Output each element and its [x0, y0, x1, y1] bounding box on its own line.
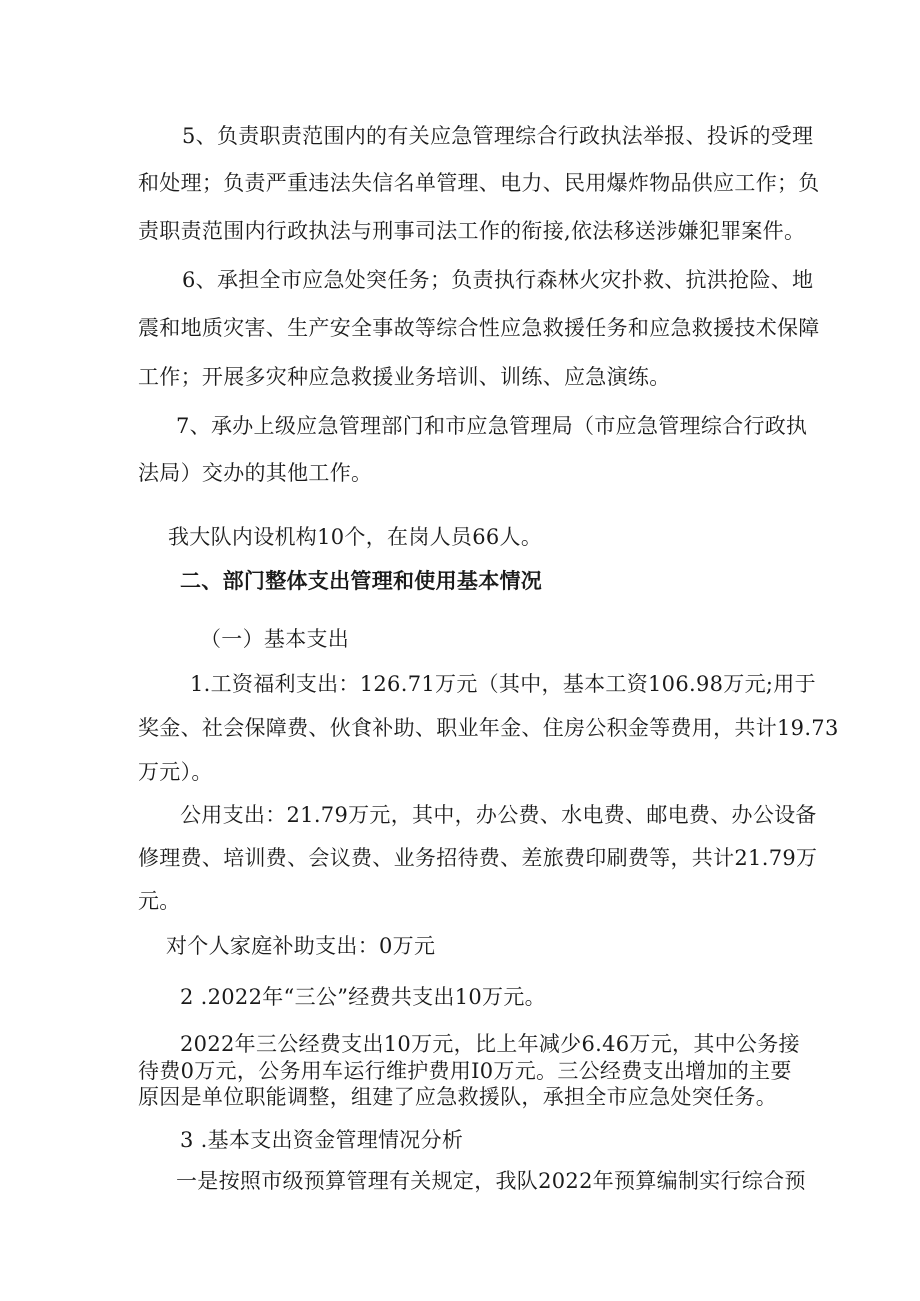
- item7-line2: 法局）交办的其他工作。: [138, 461, 373, 485]
- item5-line2: 和处理；负责严重违法失信名单管理、电力、民用爆炸物品供应工作；负: [138, 171, 820, 195]
- public-line1: 公用支出：21.79万元，其中，办公费、水电费、邮电费、办公设备: [180, 803, 817, 827]
- item6-line1: 6、承担全市应急处突任务；负责执行森林火灾扑救、抗洪抢险、地: [182, 268, 814, 292]
- three-public-line1: 2022年三公经费支出10万元，比上年减少6.46万元，其中公务接: [180, 1032, 800, 1056]
- three-public-line2: 待费0万元，公务用车运行维护费用I0万元。三公经费支出增加的主要: [138, 1059, 792, 1083]
- household-subsidy: 对个人家庭补助支出：0万元: [166, 934, 436, 958]
- basic-mgmt-line1: 一是按照市级预算管理有关规定，我队2022年预算编制实行综合预: [176, 1169, 806, 1193]
- subsection1-heading: （一）基本支出: [200, 627, 350, 651]
- item5-line1: 5、负责职责范围内的有关应急管理综合行政执法举报、投诉的受理: [182, 124, 814, 148]
- item5-line3: 责职责范围内行政执法与刑事司法工作的衔接,依法移送涉嫌犯罪案件。: [138, 219, 806, 243]
- three-public-line3: 原因是单位职能调整，组建了应急救援队，承担全市应急处突任务。: [138, 1085, 777, 1109]
- basic-mgmt-heading: 3 .基本支出资金管理情况分析: [180, 1128, 464, 1152]
- section2-heading: 二、部门整体支出管理和使用基本情况: [180, 568, 543, 593]
- wages-line1: 1.工资福利支出：126.71万元（其中，基本工资106.98万元;用于: [190, 672, 816, 696]
- item7-line1: 7、承办上级应急管理部门和市应急管理局（市应急管理综合行政执: [176, 414, 808, 438]
- item6-line2: 震和地质灾害、生产安全事故等综合性应急救援任务和应急救援技术保障: [138, 316, 820, 340]
- three-public-heading: 2 .2022年“三公”经费共支出10万元。: [180, 985, 546, 1009]
- staff-summary: 我大队内设机构10个，在岗人员66人。: [168, 525, 543, 549]
- public-line3: 元。: [138, 889, 181, 913]
- wages-line2: 奖金、社会保障费、伙食补助、职业年金、住房公积金等费用，共计19.73: [138, 716, 839, 740]
- public-line2: 修理费、培训费、会议费、业务招待费、差旅费印刷费等，共计21.79万: [138, 846, 818, 870]
- item6-line3: 工作；开展多灾种应急救援业务培训、训练、应急演练。: [138, 365, 671, 389]
- wages-line3: 万元）。: [138, 760, 213, 784]
